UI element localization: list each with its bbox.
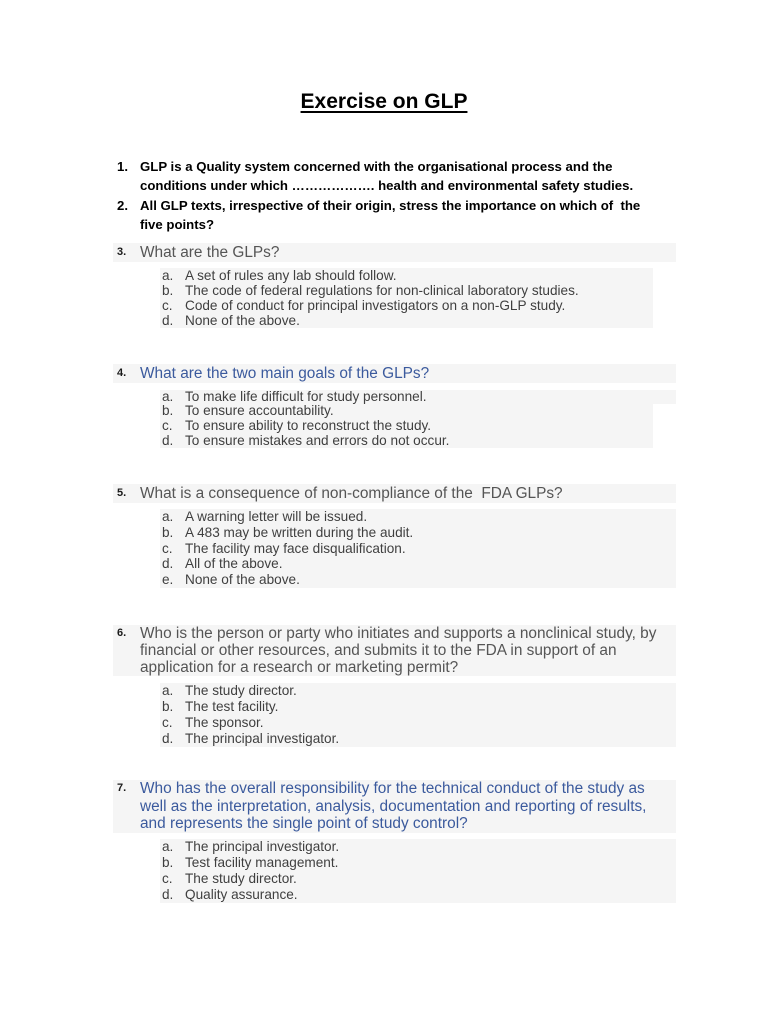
option-a bbox=[160, 509, 676, 525]
question-number: 1. bbox=[117, 159, 128, 174]
page-title-text: Exercise on GLP bbox=[300, 90, 468, 113]
question-text bbox=[140, 364, 429, 383]
option-text: The test facility. bbox=[185, 699, 279, 714]
option-text: To make life difficult for study personnel. bbox=[185, 388, 427, 404]
option-d bbox=[160, 731, 676, 747]
option-a bbox=[160, 268, 653, 283]
option-letter: d. bbox=[162, 887, 174, 902]
option-a bbox=[160, 390, 676, 405]
question-text bbox=[140, 157, 633, 195]
question-7 bbox=[113, 780, 676, 833]
option-letter: a. bbox=[162, 509, 174, 524]
option-letter: d. bbox=[162, 313, 174, 328]
option-b bbox=[160, 855, 676, 871]
question-text-line: Who has the overall responsibility for the technical conduct of the study as bbox=[140, 780, 645, 797]
option-letter: c. bbox=[162, 298, 173, 313]
option-letter: c. bbox=[162, 540, 173, 556]
question-text-line: Who is the person or party who initiates and supports a nonclinical study, by bbox=[140, 624, 657, 642]
option-text: All of the above. bbox=[185, 556, 283, 572]
question-text-line: and represents the single point of study control? bbox=[140, 815, 468, 832]
option-text: A set of rules any lab should follow. bbox=[185, 268, 397, 283]
option-text: To ensure mistakes and errors do not occur. bbox=[185, 432, 450, 448]
option-letter: b. bbox=[162, 699, 174, 714]
option-text: The principal investigator. bbox=[185, 839, 340, 854]
question-text bbox=[140, 243, 279, 262]
option-text: The sponsor. bbox=[185, 715, 264, 730]
answer-options bbox=[160, 268, 653, 328]
question-number: 4. bbox=[117, 367, 127, 379]
question-text-line: All GLP texts, irrespective of their origin, stress the importance on which of the bbox=[140, 198, 641, 213]
question-number: 6. bbox=[117, 626, 127, 639]
option-e bbox=[160, 572, 676, 588]
option-c bbox=[160, 419, 653, 434]
option-text: A 483 may be written during the audit. bbox=[185, 524, 414, 540]
option-d bbox=[160, 556, 676, 572]
option-b bbox=[160, 283, 653, 298]
option-d bbox=[160, 313, 653, 328]
option-a bbox=[160, 683, 676, 699]
question-4 bbox=[113, 364, 676, 383]
question-5 bbox=[113, 484, 676, 503]
question-text-line: What is a consequence of non-compliance of the FDA GLPs? bbox=[140, 485, 563, 502]
answer-options bbox=[160, 509, 676, 588]
option-text: To ensure accountability. bbox=[185, 403, 334, 419]
question-number: 5. bbox=[117, 487, 127, 499]
option-text: A warning letter will be issued. bbox=[185, 509, 368, 524]
question-text bbox=[140, 196, 640, 234]
option-text: Test facility management. bbox=[185, 855, 339, 870]
option-letter: d. bbox=[162, 432, 174, 448]
option-letter: c. bbox=[162, 417, 173, 433]
option-c bbox=[160, 715, 676, 731]
option-d bbox=[160, 887, 676, 903]
answer-options bbox=[160, 390, 676, 449]
option-text: The study director. bbox=[185, 871, 297, 886]
option-text: To ensure ability to reconstruct the study. bbox=[185, 417, 432, 433]
question-text-line: well as the interpretation, analysis, documentation and reporting of results, bbox=[140, 797, 647, 815]
option-b bbox=[160, 699, 676, 715]
question-text-line: conditions under which ………………. health and environmental safety studies. bbox=[140, 178, 634, 193]
question-text-line: financial or other resources, and submits it to the FDA in support of an bbox=[140, 641, 617, 659]
question-text-line: application for a research or marketing permit? bbox=[140, 658, 459, 676]
option-letter: b. bbox=[162, 403, 174, 419]
option-text: Quality assurance. bbox=[185, 887, 298, 902]
question-number: 7. bbox=[117, 782, 127, 794]
option-letter: d. bbox=[162, 556, 174, 572]
question-3 bbox=[113, 243, 676, 262]
question-number: 2. bbox=[117, 198, 128, 213]
option-letter: e. bbox=[162, 572, 174, 587]
option-text: The principal investigator. bbox=[185, 731, 340, 746]
option-letter: c. bbox=[162, 715, 173, 730]
question-text-line: What are the two main goals of the GLPs? bbox=[140, 365, 430, 382]
option-letter: a. bbox=[162, 839, 174, 854]
option-d bbox=[160, 434, 653, 449]
option-letter: a. bbox=[162, 683, 174, 698]
option-c bbox=[160, 541, 676, 557]
option-text: None of the above. bbox=[185, 313, 300, 328]
question-number: 3. bbox=[117, 246, 127, 258]
option-text: Code of conduct for principal investigators on a non-GLP study. bbox=[185, 298, 566, 313]
page-title bbox=[0, 90, 768, 114]
question-1 bbox=[113, 157, 676, 195]
option-letter: b. bbox=[162, 524, 174, 540]
option-b bbox=[160, 404, 653, 419]
option-c bbox=[160, 298, 653, 313]
option-letter: a. bbox=[162, 268, 174, 283]
answer-options bbox=[160, 683, 676, 747]
option-letter: b. bbox=[162, 855, 174, 870]
option-letter: b. bbox=[162, 283, 174, 298]
option-b bbox=[160, 525, 676, 541]
question-text-line: five points? bbox=[140, 217, 214, 232]
option-letter: c. bbox=[162, 871, 173, 886]
option-text: The code of federal regulations for non-clinical laboratory studies. bbox=[185, 283, 579, 298]
option-text: The facility may face disqualification. bbox=[185, 540, 406, 556]
question-2 bbox=[113, 196, 676, 234]
option-letter: d. bbox=[162, 731, 174, 746]
question-text-line: What are the GLPs? bbox=[140, 244, 280, 261]
option-letter: a. bbox=[162, 388, 174, 404]
option-a bbox=[160, 839, 676, 855]
question-text bbox=[140, 625, 656, 676]
question-text bbox=[140, 484, 563, 503]
question-text-line: GLP is a Quality system concerned with the organisational process and the bbox=[140, 159, 613, 174]
question-6 bbox=[113, 625, 676, 676]
question-text bbox=[140, 780, 646, 833]
option-text: The study director. bbox=[185, 683, 297, 698]
answer-options bbox=[160, 839, 676, 903]
option-text: None of the above. bbox=[185, 572, 300, 587]
option-c bbox=[160, 871, 676, 887]
